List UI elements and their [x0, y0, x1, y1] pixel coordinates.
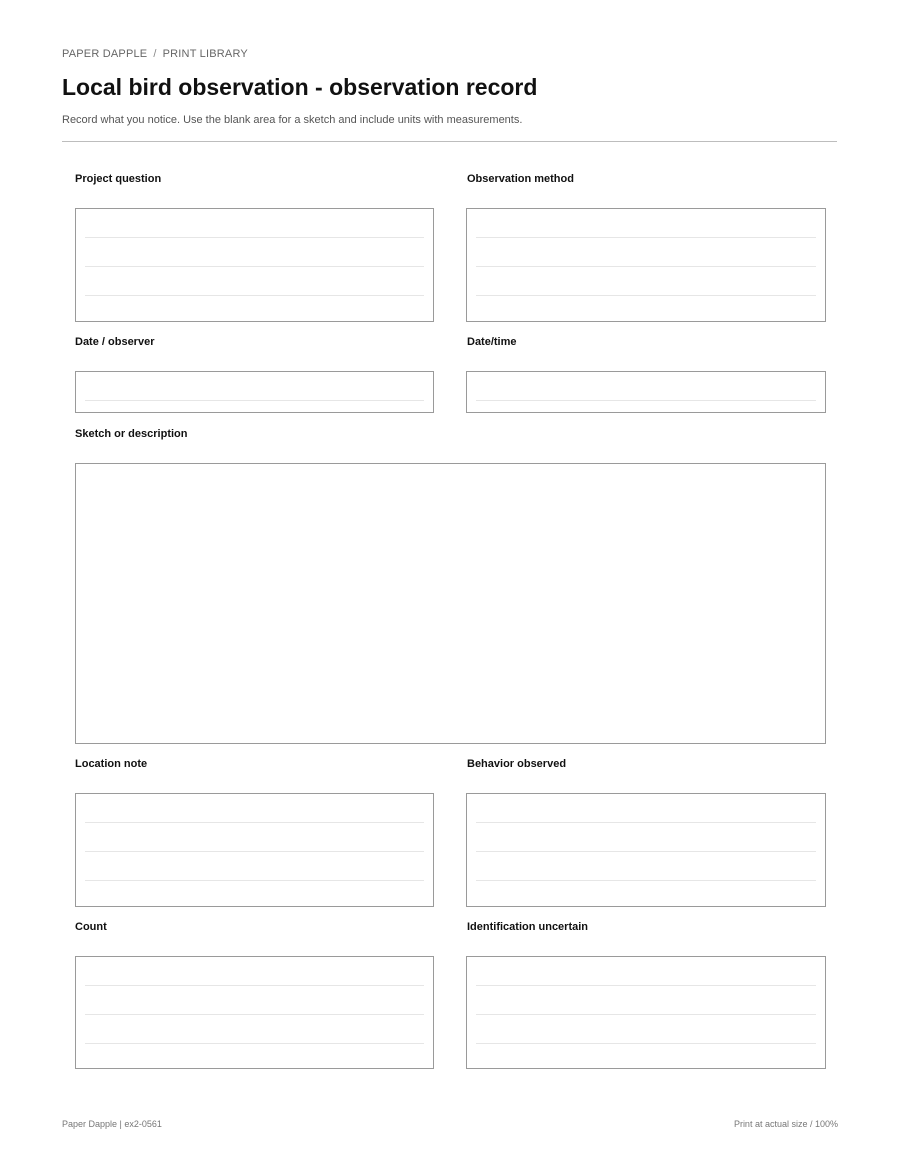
page-subtitle: Record what you notice. Use the blank area for a sketch and include units with measurements. — [62, 114, 523, 126]
writing-line — [476, 985, 816, 986]
writing-line — [85, 295, 424, 296]
location-note-label: Location note — [75, 758, 148, 770]
behavior-observed-label: Behavior observed — [467, 758, 567, 770]
breadcrumb — [62, 48, 248, 60]
sketch-label: Sketch or description — [75, 428, 188, 440]
writing-line — [85, 851, 424, 852]
project-question-field[interactable] — [75, 208, 434, 322]
writing-line — [85, 822, 424, 823]
breadcrumb-section: PRINT LIBRARY — [162, 48, 248, 60]
identification-uncertain-field[interactable] — [466, 956, 826, 1069]
writing-line — [476, 1014, 816, 1015]
footer-print-note: Print at actual size / 100% — [733, 1119, 838, 1129]
writing-line — [85, 400, 424, 401]
writing-line — [85, 266, 424, 267]
location-note-field[interactable] — [75, 793, 434, 907]
writing-line — [476, 237, 816, 238]
breadcrumb-brand: PAPER DAPPLE — [62, 48, 148, 60]
observation-method-field[interactable] — [466, 208, 826, 322]
date-observer-field[interactable] — [75, 371, 434, 413]
count-label: Count — [75, 921, 107, 933]
writing-line — [476, 822, 816, 823]
project-question-label: Project question — [75, 173, 162, 185]
header-divider — [62, 141, 837, 142]
date-observer-label: Date / observer — [75, 336, 155, 348]
writing-line — [85, 1014, 424, 1015]
date-time-field[interactable] — [466, 371, 826, 413]
behavior-observed-field[interactable] — [466, 793, 826, 907]
writing-line — [476, 266, 816, 267]
writing-line — [476, 880, 816, 881]
identification-uncertain-label: Identification uncertain — [467, 921, 589, 933]
writing-line — [85, 1043, 424, 1044]
date-time-label: Date/time — [467, 336, 517, 348]
writing-line — [476, 851, 816, 852]
footer-document-id: Paper Dapple | ex2-0561 — [62, 1119, 162, 1129]
writing-line — [85, 880, 424, 881]
writing-line — [476, 400, 816, 401]
count-field[interactable] — [75, 956, 434, 1069]
writing-line — [85, 985, 424, 986]
writing-line — [476, 1043, 816, 1044]
breadcrumb-separator: / — [153, 48, 157, 60]
sketch-area[interactable] — [75, 463, 826, 744]
page-title: Local bird observation - observation record — [62, 74, 538, 100]
writing-line — [476, 295, 816, 296]
writing-line — [85, 237, 424, 238]
observation-method-label: Observation method — [467, 173, 574, 185]
